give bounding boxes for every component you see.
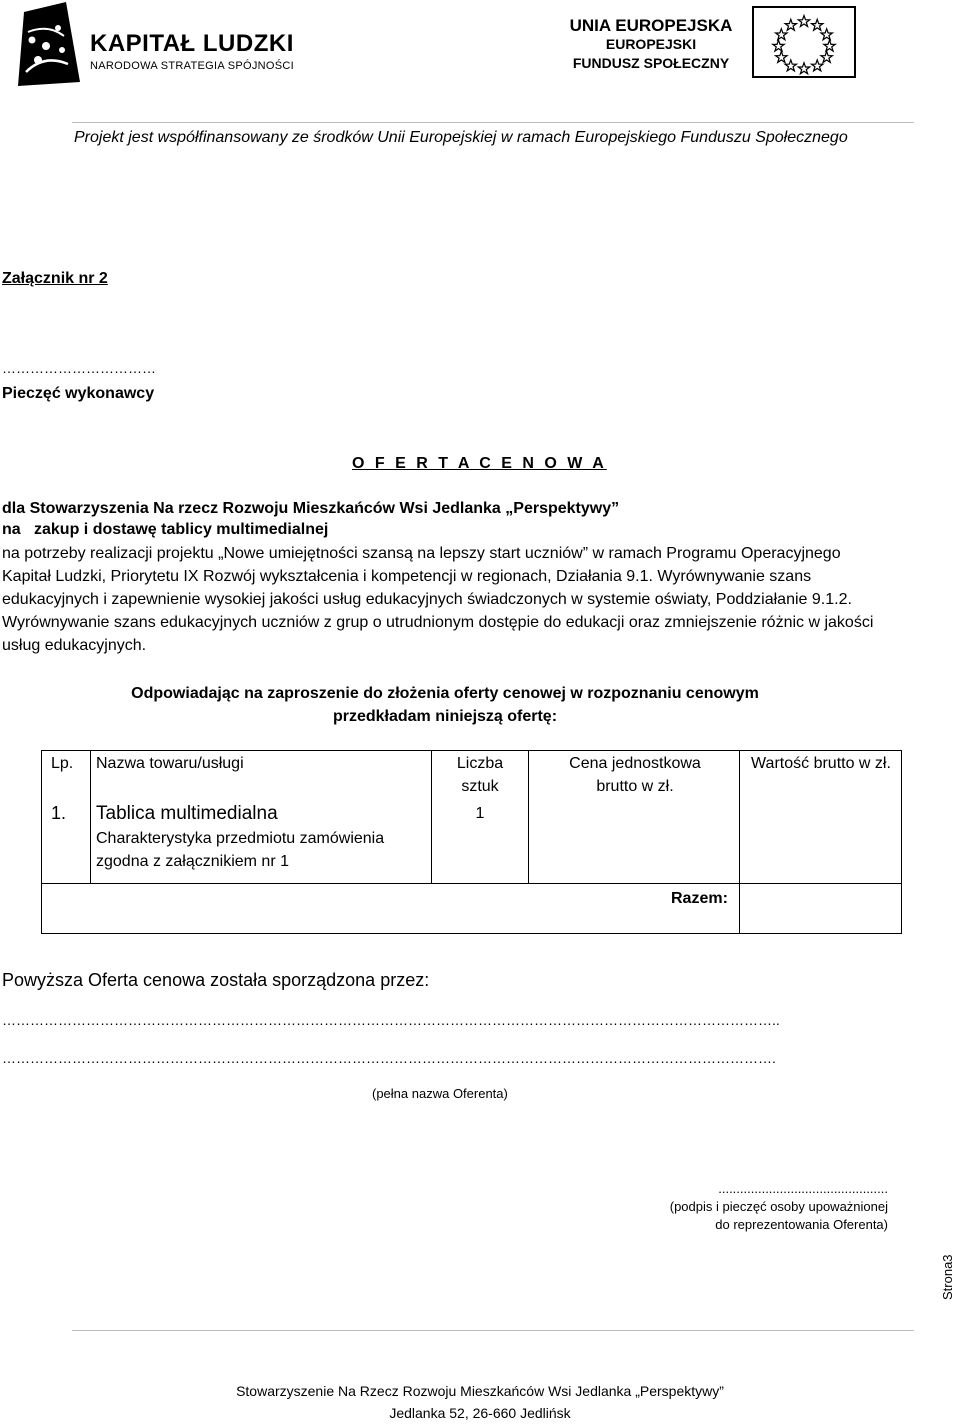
item-note: Charakterystyka przedmiotu zamówienia zgodna z załącznikiem nr 1	[96, 830, 385, 870]
response-statement	[40, 682, 850, 728]
name-line-1: …………………………………………………………………………………………………………………………………………………..	[2, 1012, 780, 1028]
header-lp: Lp.	[51, 755, 74, 772]
purpose: na zakup i dostawę tablicy multimedialnej	[2, 521, 329, 538]
item-quantity: 1	[475, 805, 485, 822]
footer-divider	[72, 1330, 914, 1331]
offer-title: O F E R T A C E N O W A	[352, 455, 607, 472]
header-divider	[72, 122, 914, 123]
eu-name: UNIA EUROPEJSKA	[569, 16, 733, 35]
cofinance-note: Projekt jest współfinansowany ze środków Unii Europejskiej w ramach Europejskiego Funduszu Społecznego	[74, 129, 848, 146]
offer-table	[41, 750, 902, 934]
footer-address: Jedlanka 52, 26-660 Jedlińsk	[389, 1405, 571, 1421]
eu-text-block	[560, 16, 742, 73]
signature-caption-line2: do reprezentowania Oferenta)	[715, 1217, 888, 1232]
header-unit-price: Cena jednostkowa brutto w zł.	[569, 755, 701, 795]
response-line1: Odpowiadając na zaproszenie do złożenia oferty cenowej w rozpoznaniu cenowym	[131, 685, 759, 702]
footer	[0, 1380, 960, 1424]
signature-block	[640, 1180, 888, 1234]
addressee: dla Stowarzyszenia Na rzecz Rozwoju Mieszkańców Wsi Jedlanka „Perspektywy”	[2, 500, 620, 517]
footer-organization: Stowarzyszenie Na Rzecz Rozwoju Mieszkańców Wsi Jedlanka „Perspektywy”	[236, 1383, 724, 1399]
eu-flag-icon	[752, 6, 856, 78]
page-number: Strona3	[940, 1254, 955, 1300]
signature-dots: ...............................................	[718, 1181, 888, 1196]
table-cell-sum-value	[739, 883, 902, 934]
description-part1: na potrzeby realizacji projektu	[2, 545, 219, 562]
stamp-dots: ……………………………	[2, 360, 156, 376]
kapital-ludzki-title: KAPITAŁ LUDZKI	[90, 30, 294, 57]
annex-label: Załącznik nr 2	[2, 270, 108, 287]
item-name: Tablica multimedialna	[96, 803, 278, 824]
stamp-label: Pieczęć wykonawcy	[2, 385, 155, 402]
project-description	[2, 542, 882, 657]
eu-fund-line1: EUROPEJSKI	[605, 36, 697, 52]
table-cell-sum-label	[41, 883, 740, 934]
row-lp: 1.	[51, 803, 67, 823]
sum-label: Razem:	[671, 890, 728, 907]
kapital-ludzki-logo	[18, 2, 294, 90]
header-total: Wartość brutto w zł.	[751, 755, 891, 772]
signature-caption-line1: (podpis i pieczęć osoby upoważnionej	[669, 1199, 888, 1214]
name-line-2: ………………………………………………………………………………………………………………………………………………….	[2, 1050, 776, 1066]
eu-fund-line2: FUNDUSZ SPOŁECZNY	[572, 55, 730, 71]
response-line2: przedkładam niniejszą ofertę:	[332, 708, 558, 725]
kapital-ludzki-emblem-icon	[18, 2, 80, 86]
project-name: „Nowe umiejętności szansą na lepszy start uczniów”	[218, 545, 589, 562]
header-quantity: Liczba sztuk	[456, 755, 504, 795]
description-part3: w ramach Programu Operacyjnego Kapitał Ludzki, Priorytetu IX Rozwój wykształcenia i kompetencji w regionach, Działania 9.1. Wyrównywanie szans edukacyjnych i zapewnienie wysokiej jakości usług edukacyjnych świadczonych w systemie oświaty, Poddziałanie 9.1.2. Wyrównywanie szans edukacyjnych uczniów z grup o utrudnionym dostępie do edukacji oraz zmniejszenie różnic w jakości usług edukacyjnych.	[2, 545, 874, 654]
header-name: Nazwa towaru/usługi	[96, 755, 244, 772]
prepared-by-label: Powyższa Oferta cenowa została sporządzona przez:	[2, 970, 430, 990]
full-name-caption: (pełna nazwa Oferenta)	[372, 1086, 508, 1101]
kapital-ludzki-subtitle: NARODOWA STRATEGIA SPÓJNOŚCI	[90, 60, 294, 72]
